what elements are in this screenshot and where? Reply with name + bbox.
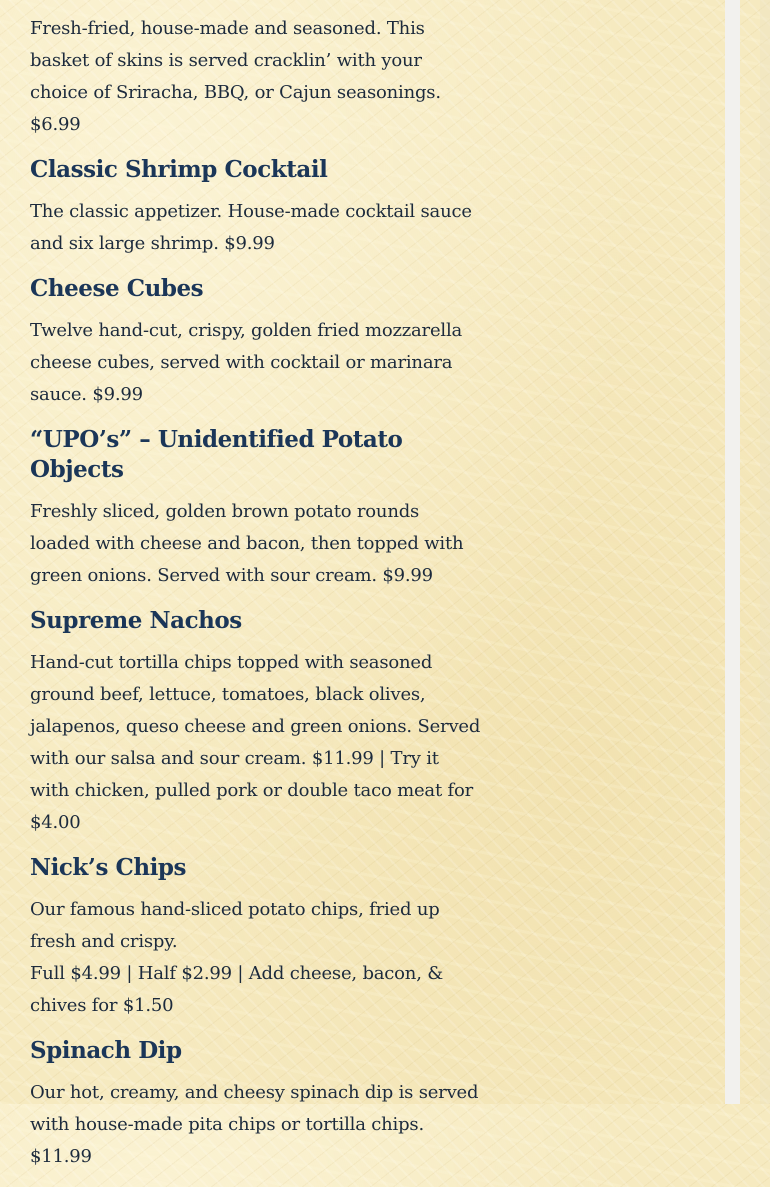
menu-item-description: Our famous hand-sliced potato chips, fried up fresh and crispy. xyxy=(30,899,440,952)
menu-item-title xyxy=(30,0,482,2)
menu-item-description: The classic appetizer. House-made cocktail sauce and six large shrimp. $9.99 xyxy=(30,201,472,254)
menu-item-pricing: Full $4.99 | Half $2.99 | Add cheese, bacon, & chives for $1.50 xyxy=(30,963,444,1016)
menu-item-description: Twelve hand-cut, crispy, golden fried mozzarella cheese cubes, served with cocktail or marinara sauce. $9.99 xyxy=(30,320,463,405)
menu-item-spinach-dip xyxy=(30,1036,482,1173)
menu-item-description: Our hot, creamy, and cheesy spinach dip is served with house-made pita chips or tortilla chips. $11.99 xyxy=(30,1082,479,1167)
menu-item-title: Classic Shrimp Cocktail xyxy=(30,156,328,183)
menu-item-title: Supreme Nachos xyxy=(30,607,242,634)
menu-content xyxy=(30,0,482,1187)
menu-item-title: Cheese Cubes xyxy=(30,275,204,302)
menu-item-pork-rinds xyxy=(30,0,482,141)
sidebar-divider xyxy=(725,0,740,1104)
menu-item-title: “UPO’s” – Unidentified Potato Objects xyxy=(30,426,403,483)
menu-item-nicks-chips xyxy=(30,853,482,1022)
menu-item-title: Nick’s Chips xyxy=(30,854,187,881)
page-scrollbar[interactable] xyxy=(760,0,770,1104)
menu-item-upos xyxy=(30,425,482,592)
menu-item-classic-shrimp-cocktail xyxy=(30,155,482,260)
menu-item-cheese-cubes xyxy=(30,274,482,411)
menu-item-supreme-nachos xyxy=(30,606,482,839)
menu-item-title: Spinach Dip xyxy=(30,1037,182,1064)
menu-item-description: Freshly sliced, golden brown potato rounds loaded with cheese and bacon, then topped with green onions. Served with sour cream. $9.99 xyxy=(30,501,464,586)
menu-item-description: Fresh-fried, house-made and seasoned. This basket of skins is served cracklin’ with your choice of Sriracha, BBQ, or Cajun seasonings. $6.99 xyxy=(30,18,441,135)
menu-item-description: Hand-cut tortilla chips topped with seasoned ground beef, lettuce, tomatoes, black olives, jalapenos, queso cheese and green onions. Served with our salsa and sour cream. $11.99 | Try it with chicken, pulled pork or double taco meat for $4.00 xyxy=(30,652,481,833)
